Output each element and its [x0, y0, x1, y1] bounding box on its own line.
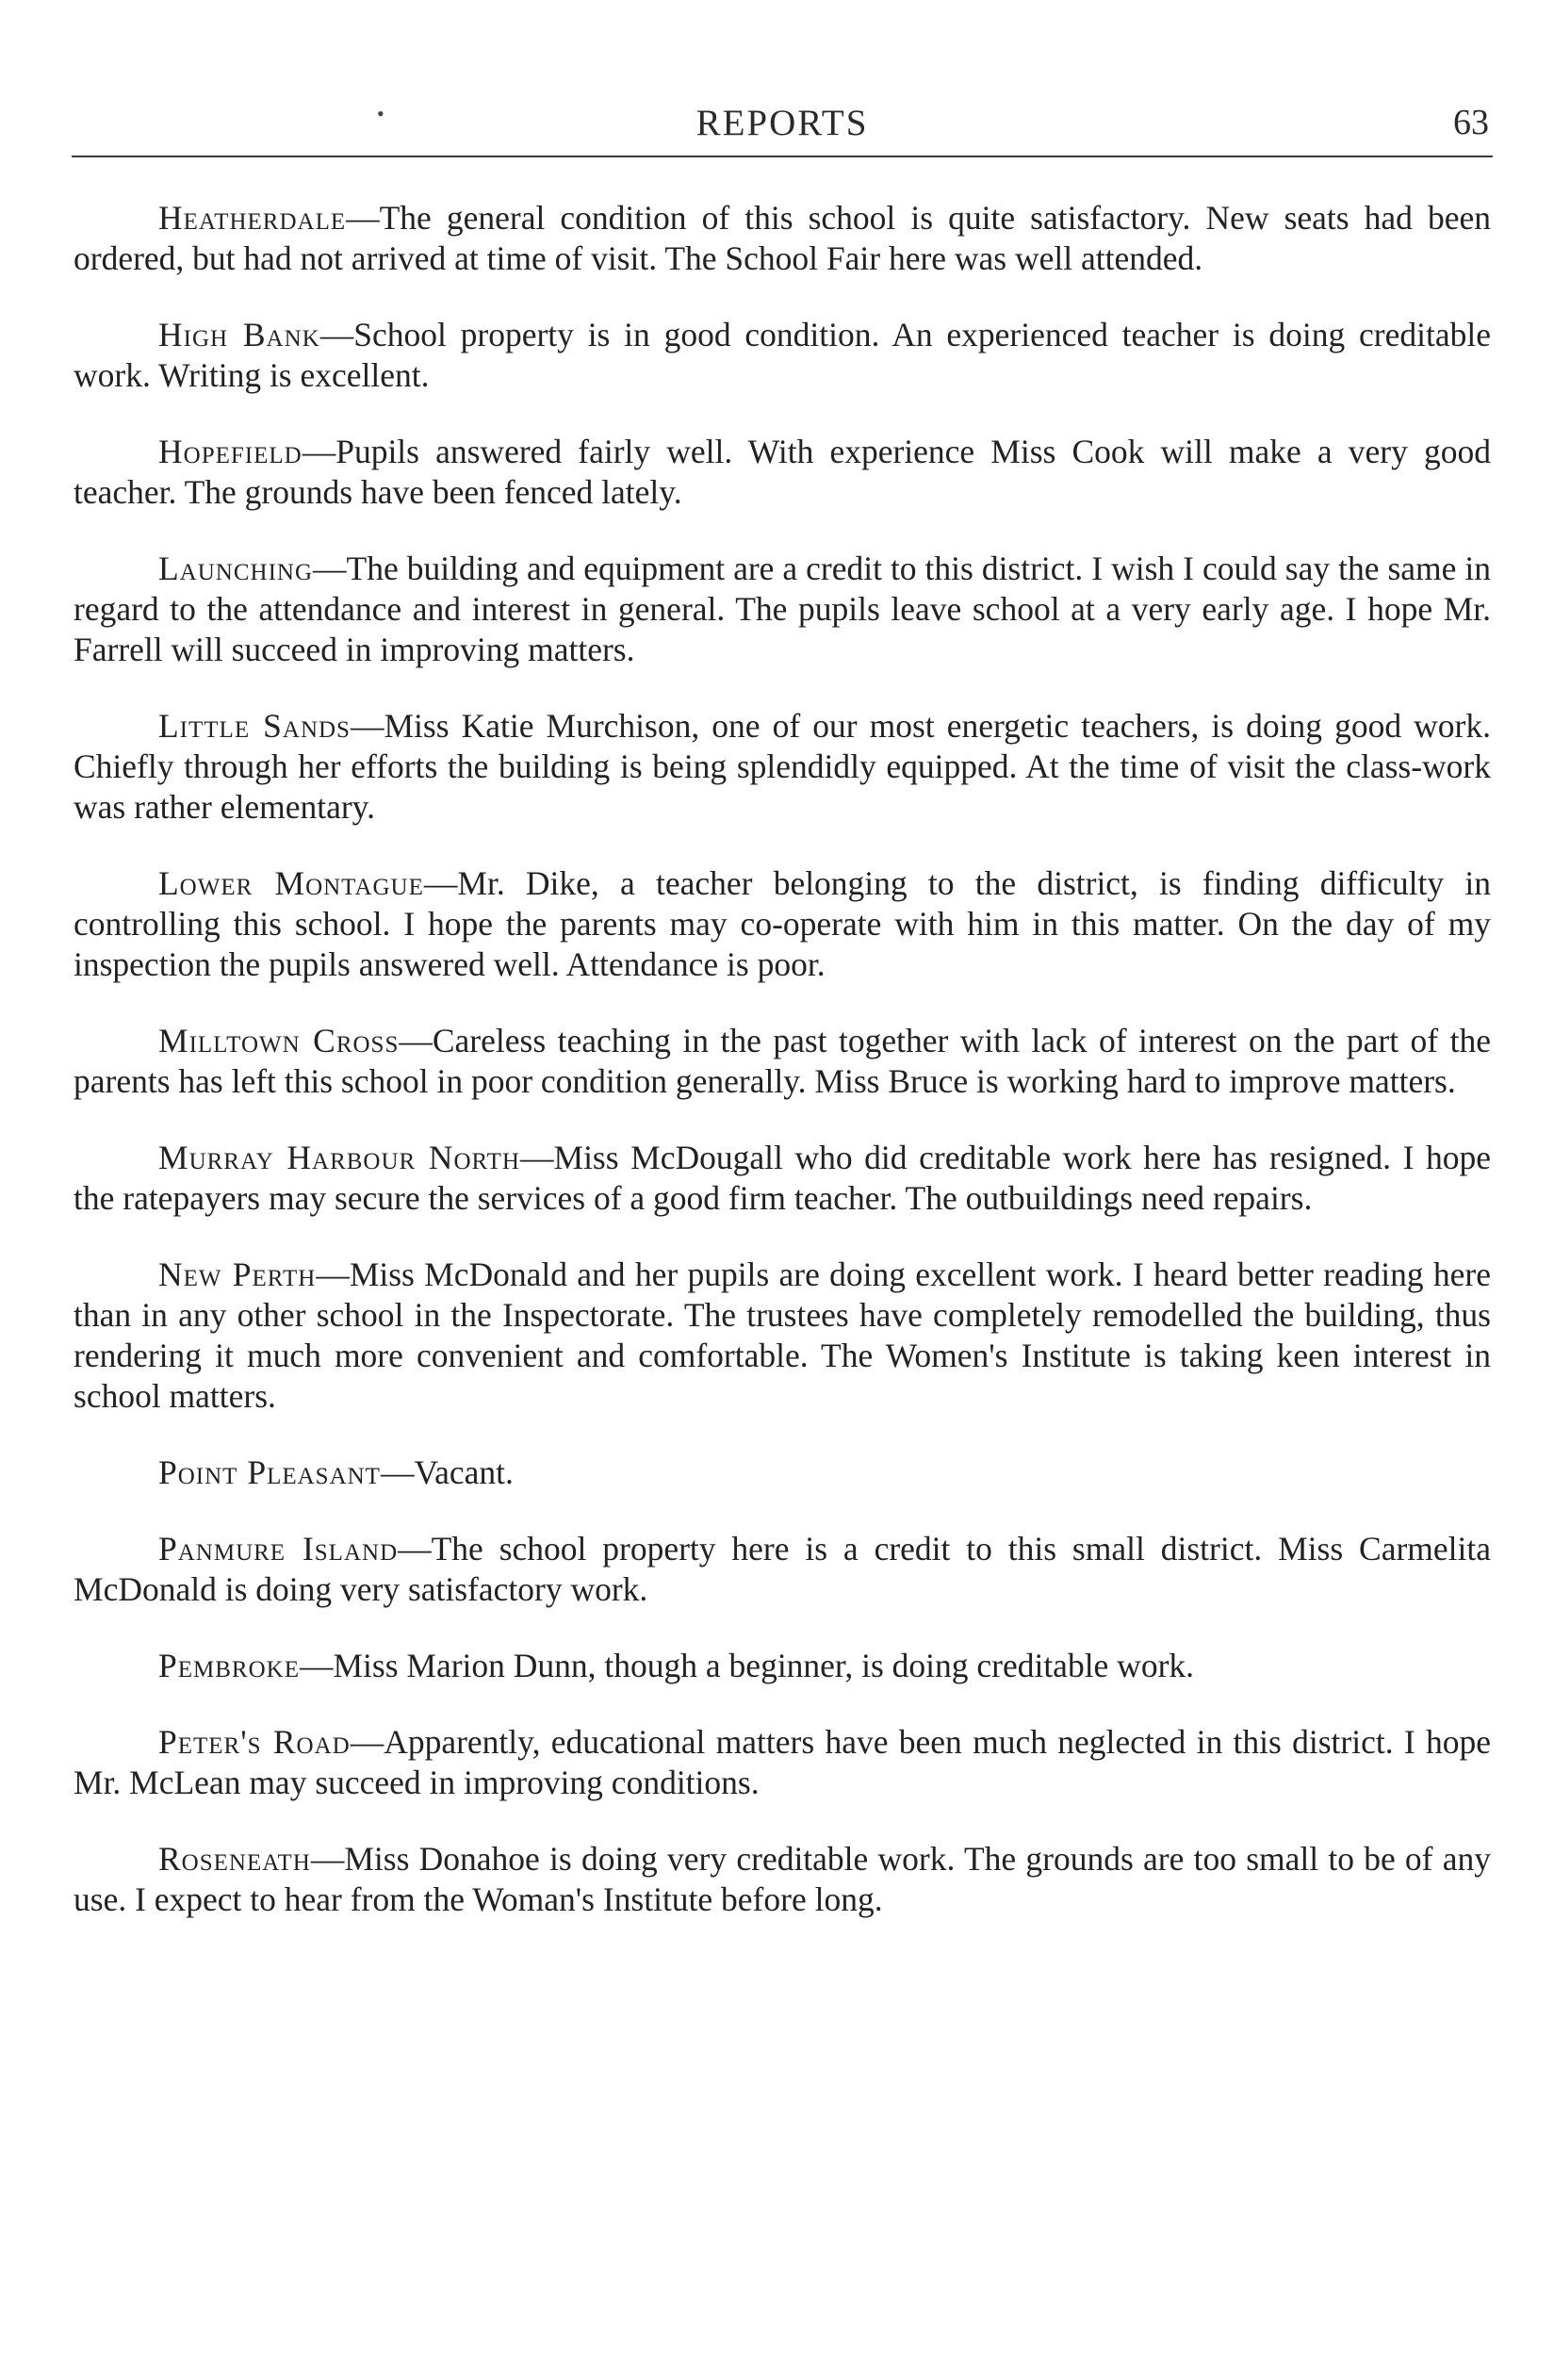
report-text: —Pupils answered fairly well. With experience Miss Cook will make a very good teacher. The grounds have been fenced lately.: [74, 433, 1491, 511]
report-text: —Apparently, educational matters have been much neglected in this district. I hope Mr. McLean may succeed in improving conditions.: [74, 1723, 1491, 1801]
school-name: Lower Montague: [158, 864, 424, 902]
school-name: Little Sands: [158, 707, 351, 745]
report-entry: [74, 1138, 1491, 1219]
report-entry: [74, 198, 1491, 279]
report-text: —Miss Katie Murchison, one of our most energetic teachers, is doing good work. Chiefly through her efforts the building is being splendidly equipped. At the time of visit the class-work was rather elementary.: [74, 707, 1491, 826]
report-text: —The school property here is a credit to this small district. Miss Carmelita McDonald is doing very satisfactory work.: [74, 1530, 1491, 1608]
page-header: [75, 102, 1489, 158]
report-text: —Careless teaching in the past together with lack of interest on the part of the parents has left this school in poor condition generally. Miss Bruce is working hard to improve matters.: [74, 1022, 1491, 1100]
report-entry: [74, 315, 1491, 396]
school-name: Milltown Cross: [158, 1022, 400, 1059]
school-name: New Perth: [158, 1256, 317, 1293]
report-body: [74, 198, 1491, 1956]
report-entry: [74, 863, 1491, 985]
school-name: Roseneath: [158, 1840, 311, 1878]
school-name: Pembroke: [158, 1647, 300, 1684]
report-text: —Miss McDougall who did creditable work here has resigned. I hope the ratepayers may secure the services of a good firm teacher. The outbuildings need repairs.: [74, 1139, 1491, 1217]
school-name: Murray Harbour North: [158, 1139, 520, 1176]
school-name: Peter's Road: [158, 1723, 351, 1761]
report-text: —The building and equipment are a credit to this district. I wish I could say the same in regard to the attendance and interest in general. The pupils leave school at a very early age. I hope Mr. Farrell will succeed in improving matters.: [74, 550, 1491, 668]
report-text: —Vacant.: [380, 1453, 514, 1491]
report-entry: [74, 1453, 1491, 1493]
header-rule: [72, 156, 1493, 157]
report-entry: [74, 1646, 1491, 1686]
report-text: —Miss Marion Dunn, though a beginner, is doing creditable work.: [299, 1647, 1195, 1684]
school-name: Launching: [158, 550, 314, 587]
report-entry: [74, 1722, 1491, 1803]
report-entry: [74, 549, 1491, 670]
school-name: Point Pleasant: [158, 1453, 381, 1491]
report-entry: [74, 1839, 1491, 1920]
report-text: —Mr. Dike, a teacher belonging to the district, is finding difficulty in controlling this school. I hope the parents may co-operate with him in this matter. On the day of my inspection the pupils answered well. Attendance is poor.: [74, 864, 1491, 983]
school-name: Heatherdale: [158, 199, 347, 237]
report-text: —The general condition of this school is quite satisfactory. New seats had been ordered, but had not arrived at time of visit. The School Fair here was well attended.: [74, 199, 1491, 277]
report-text: —Miss McDonald and her pupils are doing excellent work. I heard better reading here than in any other school in the Inspectorate. The trustees have completely remodelled the building, thus rendering it much more convenient and comfortable. The Women's Institute is taking keen interest in school matters.: [74, 1256, 1491, 1415]
report-entry: [74, 1255, 1491, 1417]
report-entry: [74, 706, 1491, 828]
report-text: —Miss Donahoe is doing very creditable work. The grounds are too small to be of any use. I expect to hear from the Woman's Institute before long.: [74, 1840, 1491, 1918]
school-name: Panmure Island: [158, 1530, 399, 1568]
header-ornament: •: [377, 102, 384, 125]
report-text: —School property is in good condition. An experienced teacher is doing creditable work. Writing is excellent.: [74, 316, 1491, 394]
school-name: Hopefield: [158, 433, 303, 470]
running-title: REPORTS: [695, 103, 869, 143]
report-entry: [74, 1529, 1491, 1610]
school-name: High Bank: [158, 316, 320, 353]
page-number: 63: [1453, 103, 1489, 142]
report-entry: [74, 432, 1491, 513]
report-entry: [74, 1021, 1491, 1102]
